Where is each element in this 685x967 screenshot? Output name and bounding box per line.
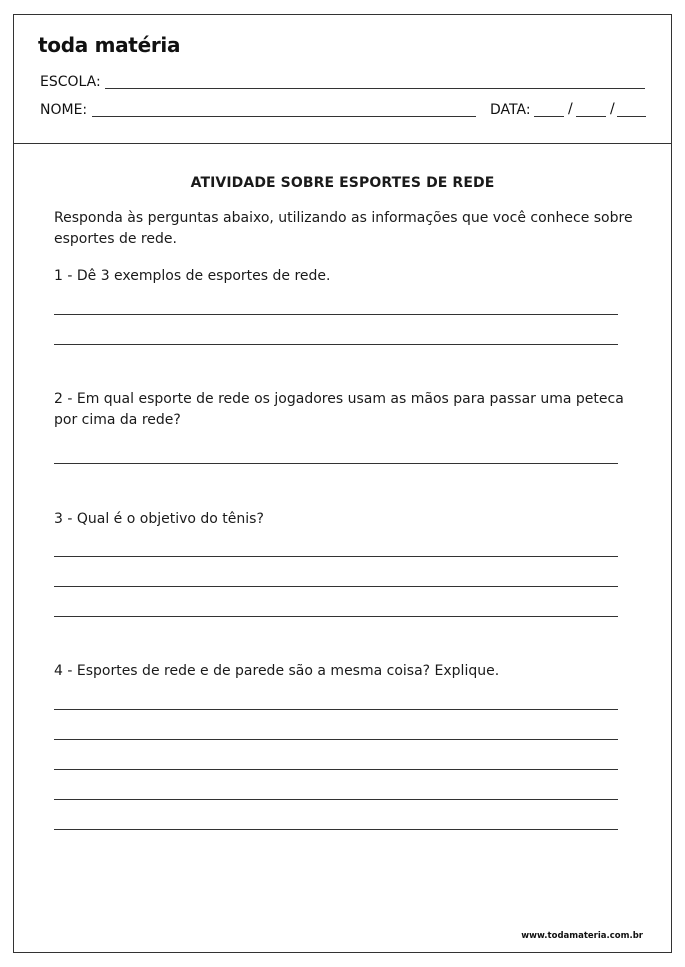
school-field[interactable]: [105, 88, 645, 89]
answer-line[interactable]: [54, 586, 618, 587]
answer-line[interactable]: [54, 769, 618, 770]
date-separator: /: [568, 101, 573, 117]
name-field[interactable]: [92, 116, 476, 117]
date-separator: /: [610, 101, 615, 117]
footer-url: www.todamateria.com.br: [521, 931, 643, 941]
date-year-field[interactable]: [617, 116, 646, 117]
logo: toda matéria: [38, 33, 181, 57]
answer-line[interactable]: [54, 739, 618, 740]
date-month-field[interactable]: [576, 116, 606, 117]
answer-line[interactable]: [54, 344, 618, 345]
question-4: 4 - Esportes de rede e de parede são a mesma coisa? Explique.: [54, 663, 500, 679]
answer-line[interactable]: [54, 463, 618, 464]
answer-line[interactable]: [54, 616, 618, 617]
question-1: 1 - Dê 3 exemplos de esportes de rede.: [54, 268, 331, 284]
date-label: DATA:: [490, 102, 531, 118]
answer-line[interactable]: [54, 709, 618, 710]
worksheet-page: [13, 14, 672, 953]
answer-line[interactable]: [54, 556, 618, 557]
answer-line[interactable]: [54, 314, 618, 315]
worksheet-intro: Responda às perguntas abaixo, utilizando as informações que você conhece sobre esportes de rede.: [54, 210, 633, 247]
date-day-field[interactable]: [534, 116, 564, 117]
name-label: NOME:: [40, 102, 88, 118]
answer-line[interactable]: [54, 829, 618, 830]
school-label: ESCOLA:: [40, 74, 101, 90]
worksheet-title: ATIVIDADE SOBRE ESPORTES DE REDE: [190, 175, 495, 191]
question-3: 3 - Qual é o objetivo do tênis?: [54, 511, 264, 527]
question-2: 2 - Em qual esporte de rede os jogadores usam as mãos para passar uma peteca por cima da rede?: [54, 391, 624, 428]
answer-line[interactable]: [54, 799, 618, 800]
worksheet-header: [14, 15, 671, 144]
